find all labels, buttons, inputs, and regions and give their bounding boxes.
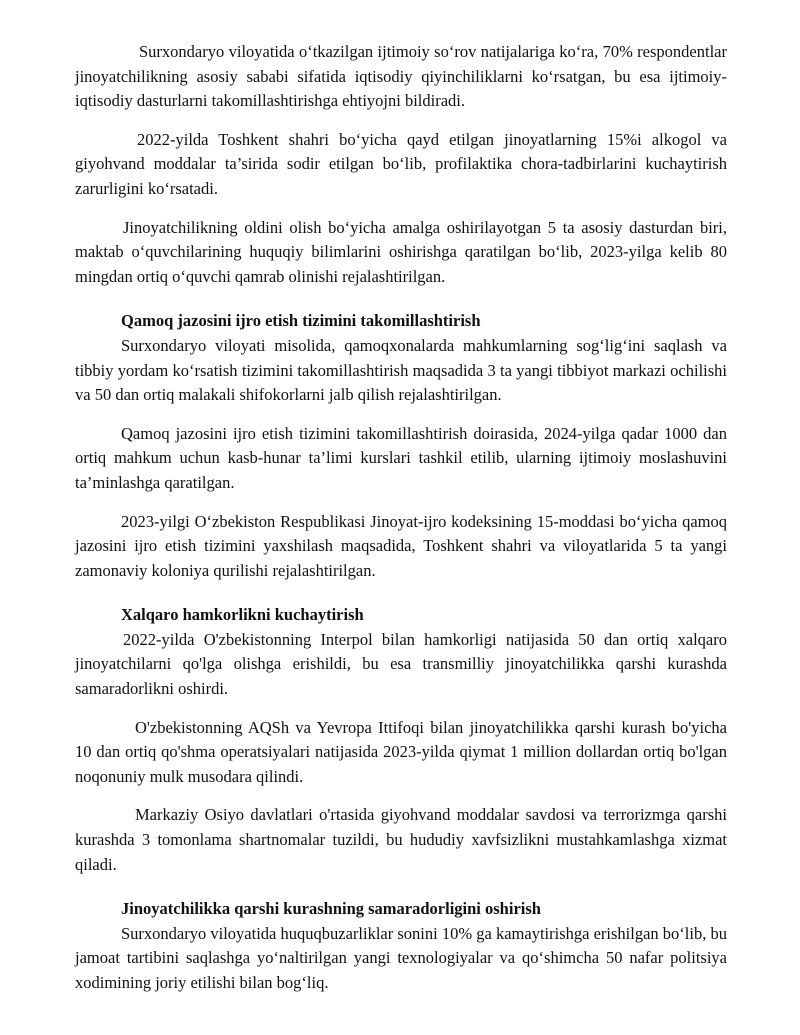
spacer — [75, 202, 727, 216]
spacer — [75, 496, 727, 510]
paragraph-survey: Surxondaryo viloyatida o‘tkazilgan ijtimoiy so‘rov natijalariga ko‘ra, 70% respondentlar jinoyatchilikning asosiy sababi sifatida iqtisodiy qiyinchiliklarni ko‘rsatgan, bu esa ijtimoiy-iqtisodiy dasturlarni takomillashtirishga ehtiyojni bildiradi. — [75, 42, 727, 111]
section-heading-crime-fighting-efficiency: Jinoyatchilikka qarshi kurashning samaradorligini oshirish — [121, 899, 541, 919]
paragraph-new-colonies: 2023-yilgi O‘zbekiston Respublikasi Jinoyat-ijro kodeksining 15-moddasi bo‘yicha qamoq jazosini ijro etish tizimini yaxshilash maqsadida, Toshkent shahri va viloyatlarida 5 ta yangi zamonaviy koloniya qurilishi rejalashtirilgan. — [75, 511, 727, 580]
spacer — [75, 877, 727, 897]
section-heading-prison-system: Qamoq jazosini ijro etish tizimini takomillashtirish — [121, 311, 481, 331]
paragraph-joint-operations: O'zbekistonning AQSh va Yevropa Ittifoqi bilan jinoyatchilikka qarshi kurash bo'yicha 10 dan ortiq qo'shma operatsiyalari natijasida 2023-yilda qiymat 1 million dollardan ortiq bo'lgan noqonuniy mulk musodara qilindi. — [75, 717, 727, 786]
paragraph-offense-reduction: Surxondaryo viloyatida huquqbuzarliklar sonini 10% ga kamaytirishga erishilgan bo‘lib, bu jamoat tartibini saqlashga yo‘naltirilgan yangi texnologiyalar va qo‘shimcha 50 nafar politsiya xodimining joriy etilishi bilan bog‘liq. — [75, 923, 727, 992]
spacer — [75, 114, 727, 128]
section-heading-international-cooperation: Xalqaro hamkorlikni kuchaytirish — [121, 605, 364, 625]
paragraph-tashkent-crimes: 2022-yilda Toshkent shahri bo‘yicha qayd etilgan jinoyatlarning 15%i alkogol va giyohvand moddalar ta’sirida sodir etilgan bo‘lib, profilaktika chora-tadbirlarini kuchaytirish zarurligini ko‘rsatadi. — [75, 129, 727, 198]
paragraph-prevention-programs: Jinoyatchilikning oldini olish bo‘yicha amalga oshirilayotgan 5 ta asosiy dasturdan biri, maktab o‘quvchilarining huquqiy bilimlarini oshirishga qaratilgan bo‘lib, 2023-yilga kelib 80 mingdan ortiq o‘quvchi qamrab olinishi rejalashtirilgan. — [75, 217, 727, 286]
spacer — [75, 583, 727, 603]
paragraph-interpol: 2022-yilda O'zbekistonning Interpol bilan hamkorligi natijasida 50 dan ortiq xalqaro jinoyatchilarni qo'lga olishga erishildi, bu esa transmilliy jinoyatchilikka qarshi kurashda samaradorlikni oshirdi. — [75, 629, 727, 699]
document-page — [75, 40, 727, 996]
spacer — [75, 702, 727, 716]
paragraph-prison-medical: Surxondaryo viloyati misolida, qamoqxonalarda mahkumlarning sog‘lig‘ini saqlash va tibbiy yordam ko‘rsatish tizimini takomillashtirish maqsadida 3 ta yangi tibbiyot markazi ochilishi va 50 dan ortiq malakali shifokorlarni jalb qilish rejalashtirilgan. — [75, 335, 727, 405]
spacer — [75, 289, 727, 309]
spacer — [75, 789, 727, 803]
paragraph-vocational-courses: Qamoq jazosini ijro etish tizimini takomillashtirish doirasida, 2024-yilga qadar 1000 dan ortiq mahkum uchun kasb-hunar ta’limi kurslari tashkil etilib, ularning ijtimoiy moslashuvini ta’minlashga qaratilgan. — [75, 423, 727, 492]
paragraph-central-asia: Markaziy Osiyo davlatlari o'rtasida giyohvand moddalar savdosi va terrorizmga qarshi kurashda 3 tomonlama shartnomalar tuzildi, bu hududiy xavfsizlikni mustahkamlashga xizmat qiladi. — [75, 805, 727, 874]
spacer — [75, 408, 727, 422]
